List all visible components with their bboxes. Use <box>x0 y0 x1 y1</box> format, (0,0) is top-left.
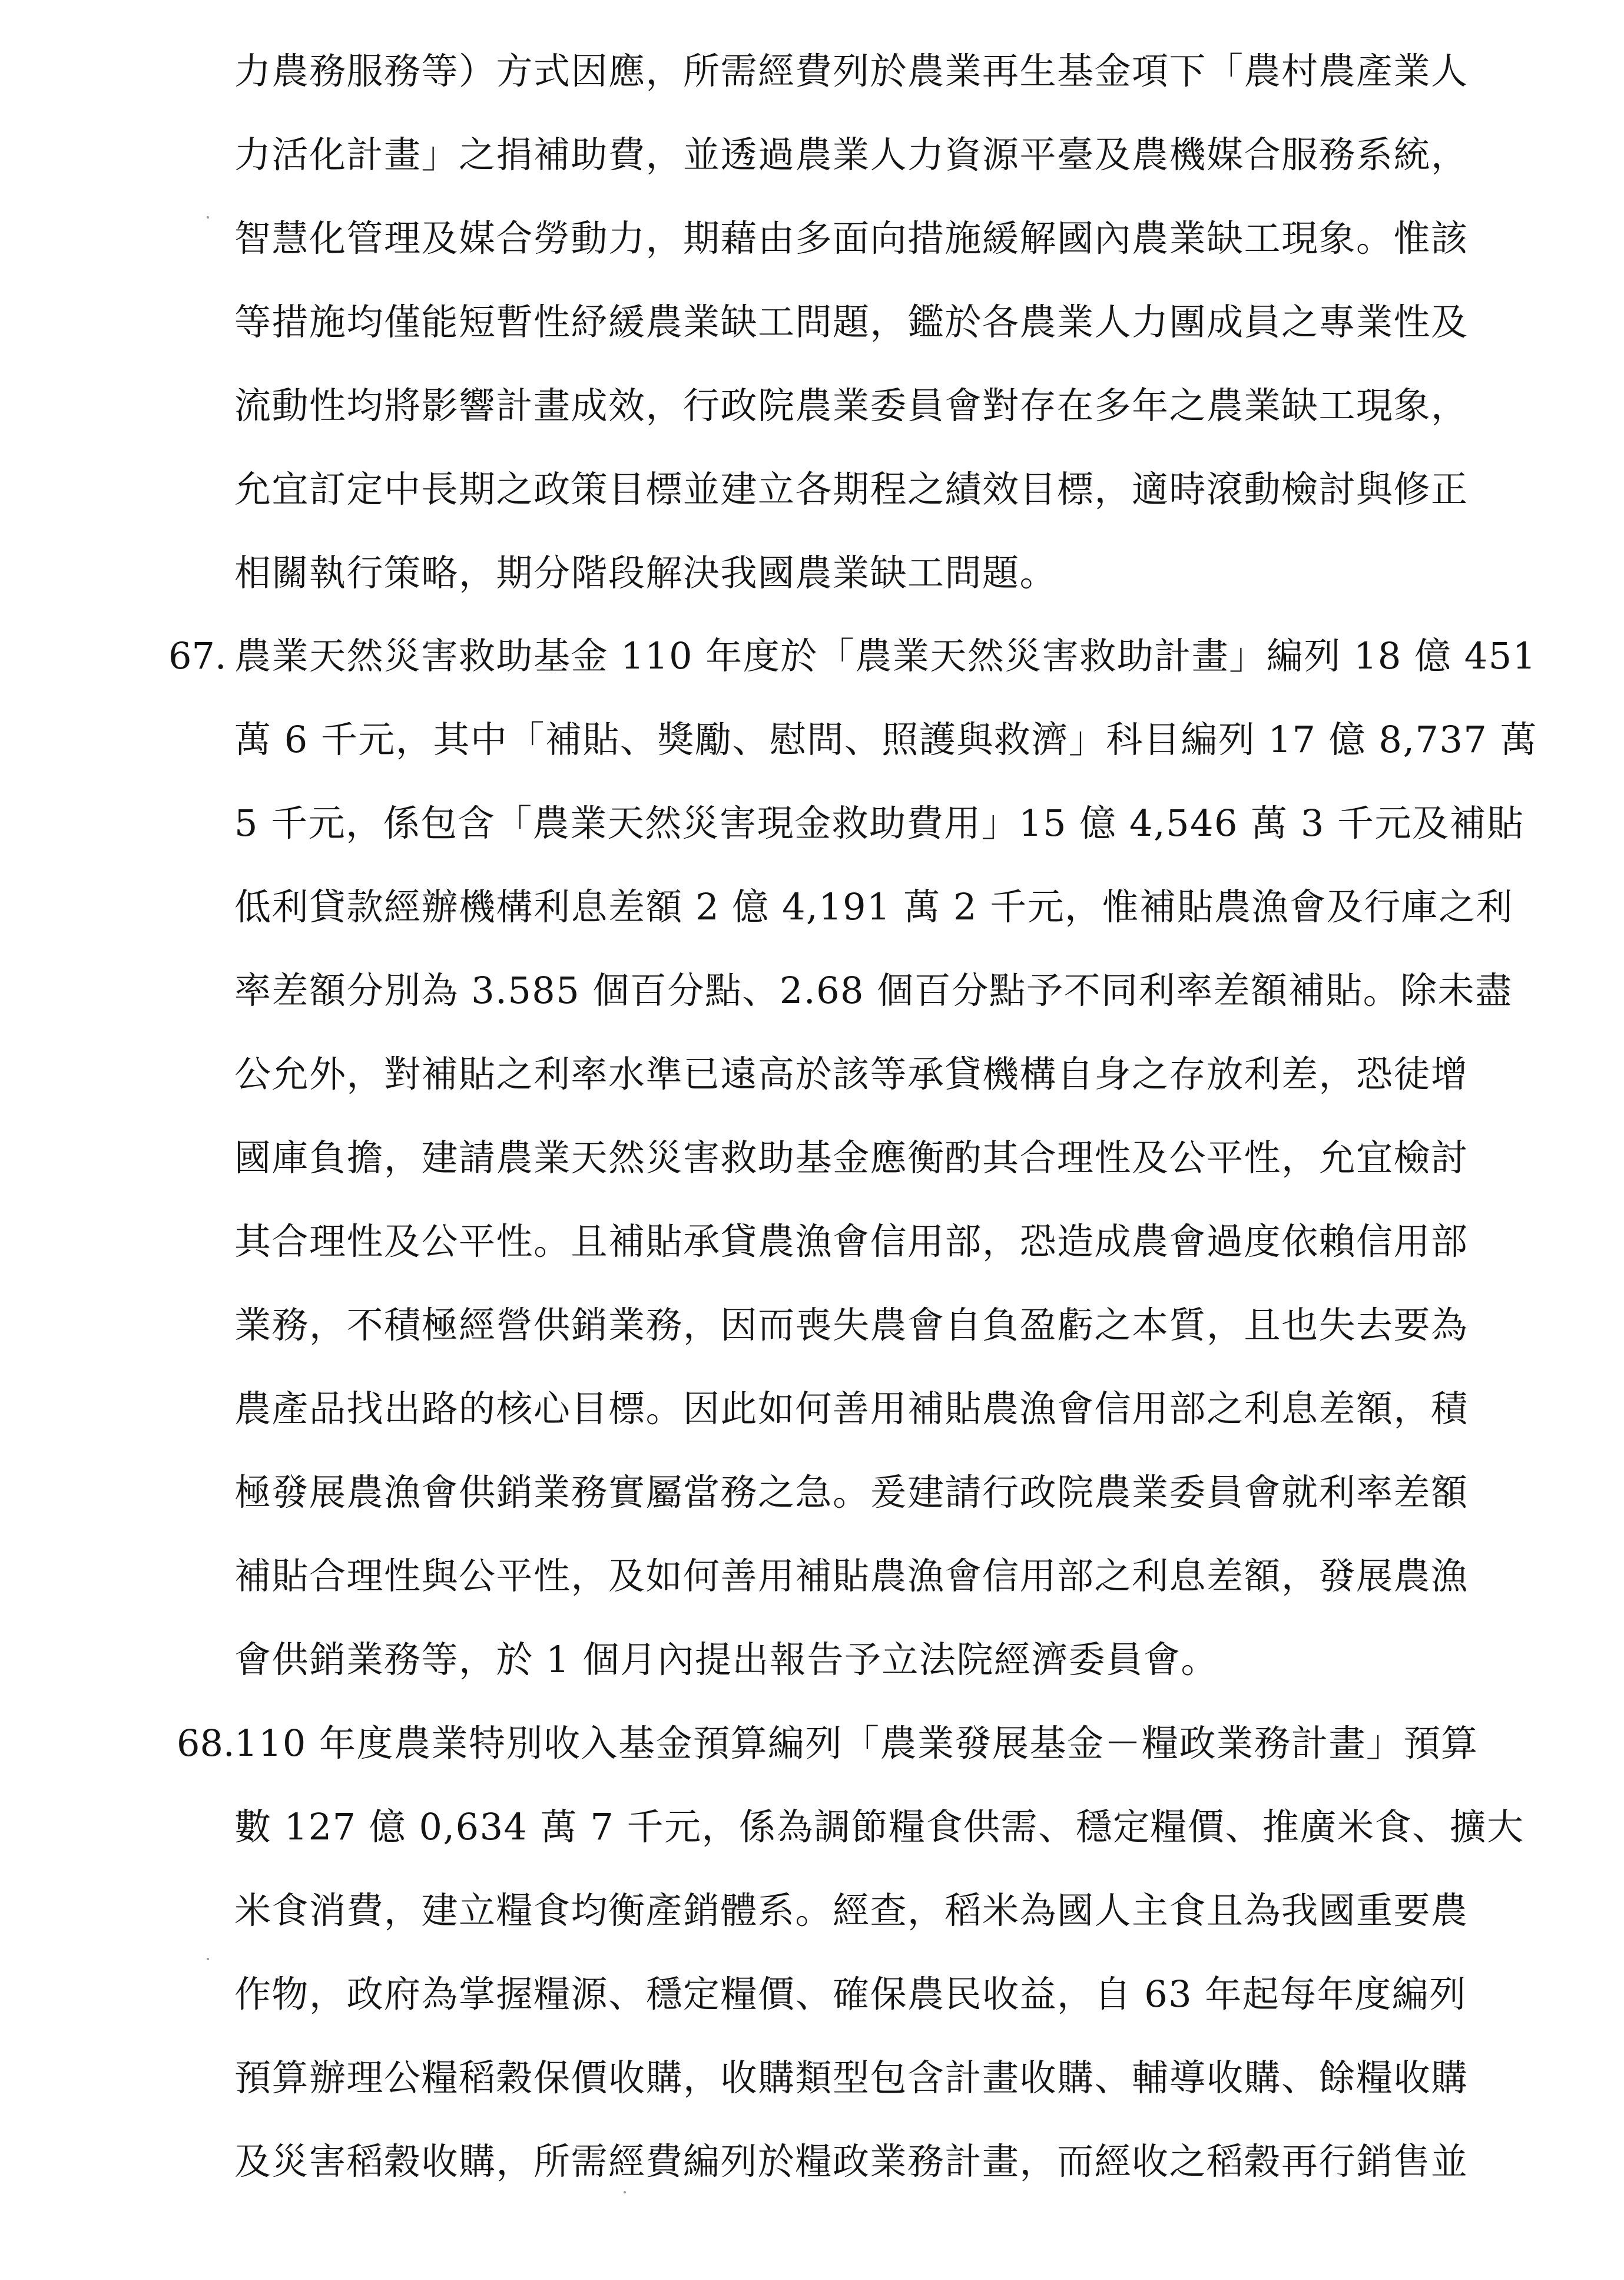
item-number: 67. <box>168 634 227 677</box>
text-line: 110 年度農業特別收入基金預算編列「農業發展基金－糧政業務計畫」預算 <box>234 1722 1479 1765</box>
scan-speck <box>207 1958 209 1960</box>
text-line: 作物，政府為掌握糧源、穩定糧價、確保農民收益，自 63 年起每年度編列 <box>234 1973 1467 2016</box>
text-line: 率差額分別為 3.585 個百分點、2.68 個百分點予不同利率差額補貼。除未盡 <box>234 969 1513 1012</box>
text-line: 允宜訂定中長期之政策目標並建立各期程之績效目標，適時滾動檢討與修正 <box>234 468 1469 511</box>
scan-speck <box>207 216 209 219</box>
text-line: 數 127 億 0,634 萬 7 千元，係為調節糧食供需、穩定糧價、推廣米食、擴大 <box>234 1805 1524 1848</box>
text-line: 相關執行策略，期分階段解決我國農業缺工問題。 <box>234 551 1058 594</box>
text-line: 5 千元，係包含「農業天然災害現金救助費用」15 億 4,546 萬 3 千元及補貼 <box>234 802 1524 845</box>
text-line: 極發展農漁會供銷業務實屬當務之急。爰建請行政院農業委員會就利率差額 <box>234 1471 1469 1514</box>
text-line: 萬 6 千元，其中「補貼、獎勵、慰問、照護與救濟」科目編列 17 億 8,737 萬 <box>234 718 1538 761</box>
text-line: 會供銷業務等，於 1 個月內提出報告予立法院經濟委員會。 <box>234 1638 1218 1681</box>
text-line: 力農務服務等）方式因應，所需經費列於農業再生基金項下「農村農產業人 <box>234 49 1469 92</box>
text-line: 補貼合理性與公平性，及如何善用補貼農漁會信用部之利息差額，發展農漁 <box>234 1554 1469 1597</box>
text-line: 其合理性及公平性。且補貼承貸農漁會信用部，恐造成農會過度依賴信用部 <box>234 1220 1469 1263</box>
text-line: 公允外，對補貼之利率水準已遠高於該等承貸機構自身之存放利差，恐徒增 <box>234 1053 1469 1096</box>
text-line: 農產品找出路的核心目標。因此如何善用補貼農漁會信用部之利息差額，積 <box>234 1387 1469 1430</box>
text-line: 預算辦理公糧稻穀保價收購，收購類型包含計畫收購、輔導收購、餘糧收購 <box>234 2056 1469 2099</box>
text-line: 低利貸款經辦機構利息差額 2 億 4,191 萬 2 千元，惟補貼農漁會及行庫之利 <box>234 885 1514 928</box>
text-line: 等措施均僅能短暫性紓緩農業缺工問題，鑑於各農業人力團成員之專業性及 <box>234 300 1469 343</box>
text-line: 及災害稻穀收購，所需經費編列於糧政業務計畫，而經收之稻穀再行銷售並 <box>234 2140 1469 2183</box>
item-number: 68. <box>177 1722 235 1765</box>
text-line: 流動性均將影響計畫成效，行政院農業委員會對存在多年之農業缺工現象， <box>234 384 1469 427</box>
text-line: 農業天然災害救助基金 110 年度於「農業天然災害救助計畫」編列 18 億 451 <box>234 634 1537 677</box>
text-line: 智慧化管理及媒合勞動力，期藉由多面向措施緩解國內農業缺工現象。惟該 <box>234 217 1469 260</box>
text-line: 力活化計畫」之捐補助費，並透過農業人力資源平臺及農機媒合服務系統， <box>234 133 1469 176</box>
text-line: 業務，不積極經營供銷業務，因而喪失農會自負盈虧之本質，且也失去要為 <box>234 1303 1469 1346</box>
text-line: 米食消費，建立糧食均衡產銷體系。經查，稻米為國人主食且為我國重要農 <box>234 1889 1469 1932</box>
text-line: 國庫負擔，建請農業天然災害救助基金應衡酌其合理性及公平性，允宜檢討 <box>234 1136 1469 1179</box>
scan-speck <box>624 2191 626 2193</box>
